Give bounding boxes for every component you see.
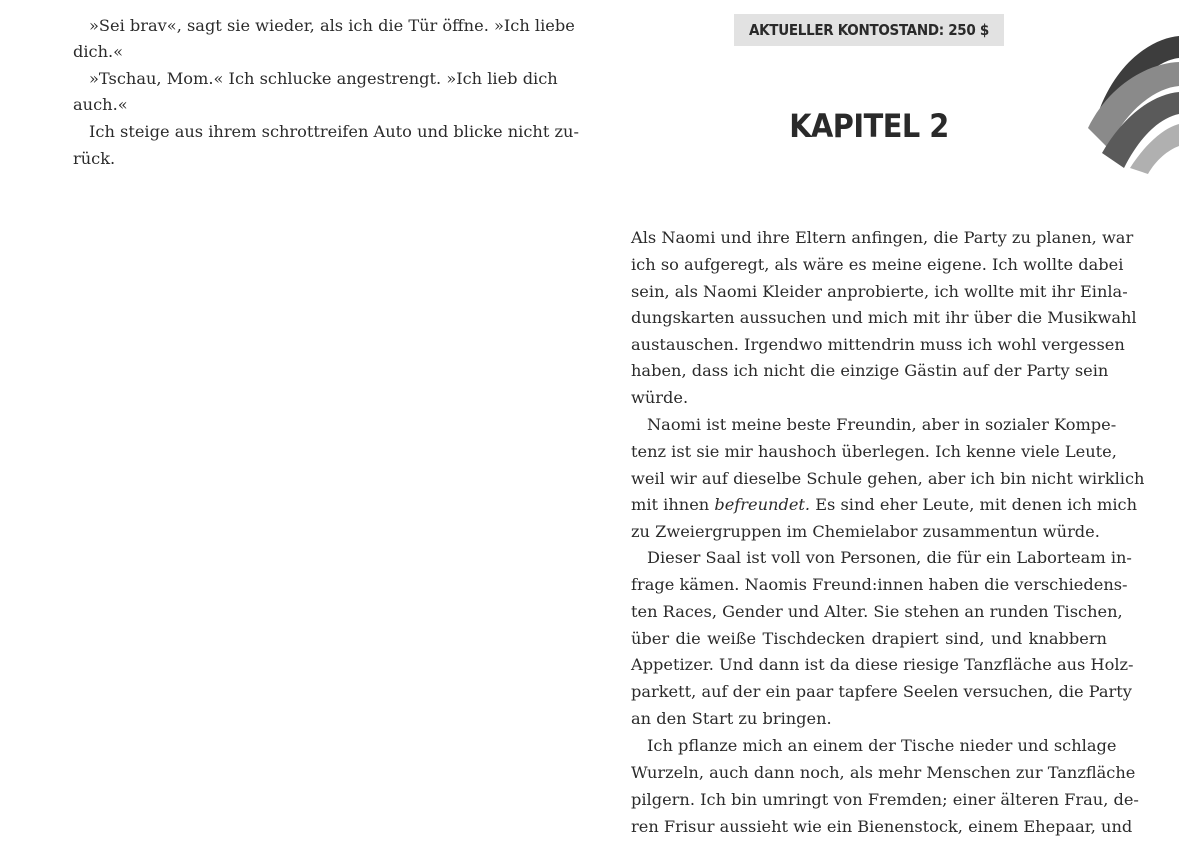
left-line-3: »Tschau, Mom.« Ich schlucke angestrengt. »Ich lieb dich — [89, 69, 558, 88]
p2-line-4-after: Es sind eher Leute, mit denen ich mich — [810, 495, 1138, 514]
p1-line-6: haben, dass ich nicht die einzige Gästin auf der Party sein — [631, 361, 1109, 380]
p1-line-5: austauschen. Irgendwo mittendrin muss ich wohl vergessen — [631, 335, 1125, 354]
p2-line-2: tenz ist sie mir haushoch überlegen. Ich kenne viele Leute, — [631, 442, 1117, 461]
left-line-6: rück. — [73, 149, 116, 168]
p4-line-2: Wurzeln, auch dann noch, als mehr Menschen zur Tanzfläche — [631, 763, 1136, 782]
left-line-5: Ich steige aus ihrem schrottreifen Auto und blicke nicht zu- — [89, 122, 579, 141]
p1-line-2: ich so aufgeregt, als wäre es meine eigene. Ich wollte dabei — [631, 255, 1124, 274]
p1-line-3: sein, als Naomi Kleider anprobierte, ich wollte mit ihr Einla- — [631, 282, 1128, 301]
p3-line-2: frage kämen. Naomis Freund:innen haben die verschiedens- — [631, 575, 1128, 594]
p3-line-7: an den Start zu bringen. — [631, 709, 832, 728]
balance-badge: AKTUELLER KONTOSTAND: 250 $ — [734, 14, 1004, 46]
chapter-title: KAPITEL 2 — [789, 107, 949, 145]
p3-line-1: Dieser Saal ist voll von Personen, die für ein Laborteam in- — [647, 548, 1132, 567]
p4-line-4: ren Frisur aussieht wie ein Bienenstock, einem Ehepaar, und — [631, 817, 1133, 836]
p4-line-3: pilgern. Ich bin umringt von Fremden; einer älteren Frau, de- — [631, 790, 1139, 809]
p1-line-1: Als Naomi und ihre Eltern anfingen, die Party zu planen, war — [631, 228, 1134, 247]
p2-line-4 — [631, 495, 1138, 515]
left-line-2: dich.« — [73, 42, 124, 61]
p3-line-4: über die weiße Tischdecken drapiert sind, und knabbern — [631, 629, 1107, 648]
p3-line-6: parkett, auf der ein paar tapfere Seelen versuchen, die Party — [631, 682, 1132, 701]
p3-line-5: Appetizer. Und dann ist da diese riesige Tanzfläche aus Holz- — [631, 655, 1134, 674]
p3-line-3: ten Races, Gender und Alter. Sie stehen an runden Tischen, — [631, 602, 1123, 621]
p2-line-1: Naomi ist meine beste Freundin, aber in sozialer Kompe- — [647, 415, 1117, 434]
p1-line-4: dungskarten aussuchen und mich mit ihr über die Musikwahl — [631, 308, 1137, 327]
p2-line-4-before: mit ihnen — [631, 495, 715, 514]
brush-stroke-decoration — [1080, 28, 1179, 178]
emphasized-word: befreundet. — [714, 495, 811, 514]
p2-line-5: zu Zweiergruppen im Chemielabor zusammentun würde. — [631, 522, 1100, 541]
left-line-1: »Sei brav«, sagt sie wieder, als ich die Tür öffne. »Ich liebe — [89, 16, 575, 35]
p1-line-7: würde. — [631, 388, 689, 407]
left-line-4: auch.« — [73, 95, 128, 114]
p2-line-3: weil wir auf dieselbe Schule gehen, aber ich bin nicht wirklich — [631, 469, 1145, 488]
p4-line-1: Ich pflanze mich an einem der Tische nieder und schlage — [647, 736, 1117, 755]
